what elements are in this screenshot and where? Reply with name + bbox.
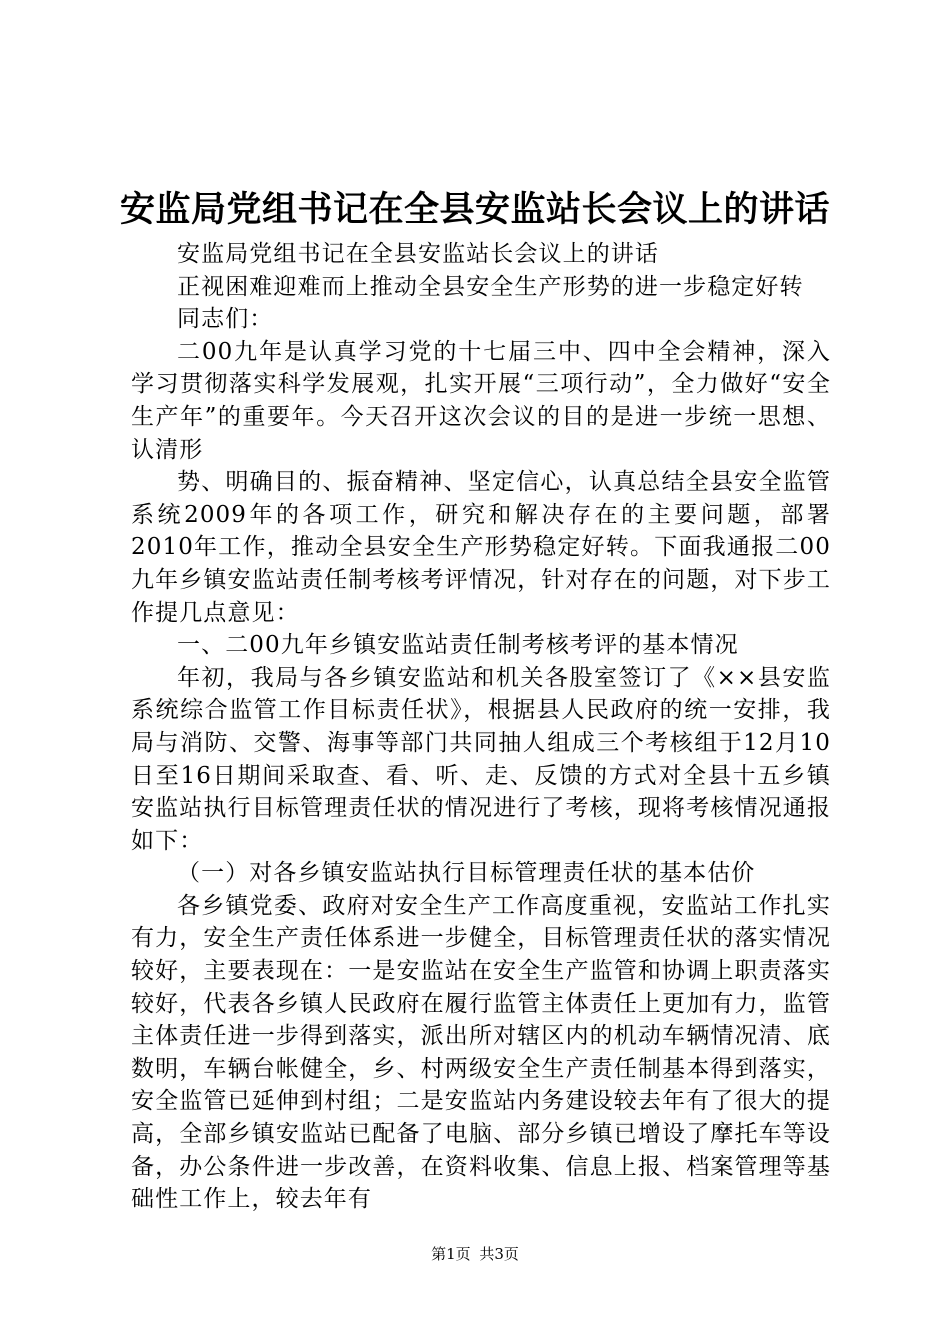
document-title: 安监局党组书记在全县安监站长会议上的讲话 <box>119 189 830 230</box>
paragraph: 各乡镇党委、政府对安全生产工作高度重视，安监站工作扎实有力，安全生产责任体系进一步健全，目标管理责任状的落实情况较好，主要表现在：一是安监站在安全生产监管和协调上职责落实较好，代表各乡镇人民政府在履行监管主体责任上更加有力，监管主体责任进一步得到落实，派出所对辖区内的机动车辆情况清、底数明，车辆台帐健全，乡、村两级安全生产责任制基本得到落实，安全监管已延伸到村组；二是安监站内务建设较去年有了很大的提高，全部乡镇安监站已配备了电脑、部分乡镇已增设了摩托车等设备，办公条件进一步改善，在资料收集、信息上报、档案管理等基础性工作上，较去年有 <box>131 892 831 1213</box>
paragraph: 年初，我局与各乡镇安监站和机关各股室签订了《××县安监系统综合监管工作目标责任状》，根据县人民政府的统一安排，我局与消防、交警、海事等部门共同抽人组成三个考核组于12月10日至16日期间采取查、看、听、走、反馈的方式对全县十五乡镇安监站执行目标管理责任状的情况进行了考核，现将考核情况通报如下： <box>131 664 831 854</box>
page-total: 共3页 <box>479 1245 519 1263</box>
paragraph: 二00九年是认真学习党的十七届三中、四中全会精神，深入学习贯彻落实科学发展观，扎实开展“三项行动”，全力做好“安全生产年”的重要年。今天召开这次会议的目的是进一步统一思想、认清形 <box>131 338 831 463</box>
paragraph-salutation: 同志们： <box>177 306 274 333</box>
page-number: 第1页 <box>431 1245 471 1263</box>
section-heading: 一、二00九年乡镇安监站责任制考核考评的基本情况 <box>177 632 739 659</box>
document-body <box>131 238 831 1216</box>
paragraph-theme: 正视困难迎难而上推动全县安全生产形势的进一步稳定好转 <box>177 273 804 300</box>
paragraph: 势、明确目的、振奋精神、坚定信心，认真总结全县安全监管系统2009年的各项工作，研究和解决存在的主要问题，部署2010年工作，推动全县安全生产形势稳定好转。下面我通报二00九年乡镇安监站责任制考核考评情况，针对存在的问题，对下步工作提几点意见： <box>131 469 831 626</box>
page-footer <box>0 1244 950 1264</box>
paragraph-subtitle: 安监局党组书记在全县安监站长会议上的讲话 <box>177 241 659 267</box>
subsection-heading: （一）对各乡镇安监站执行目标管理责任状的基本估价 <box>177 860 756 887</box>
